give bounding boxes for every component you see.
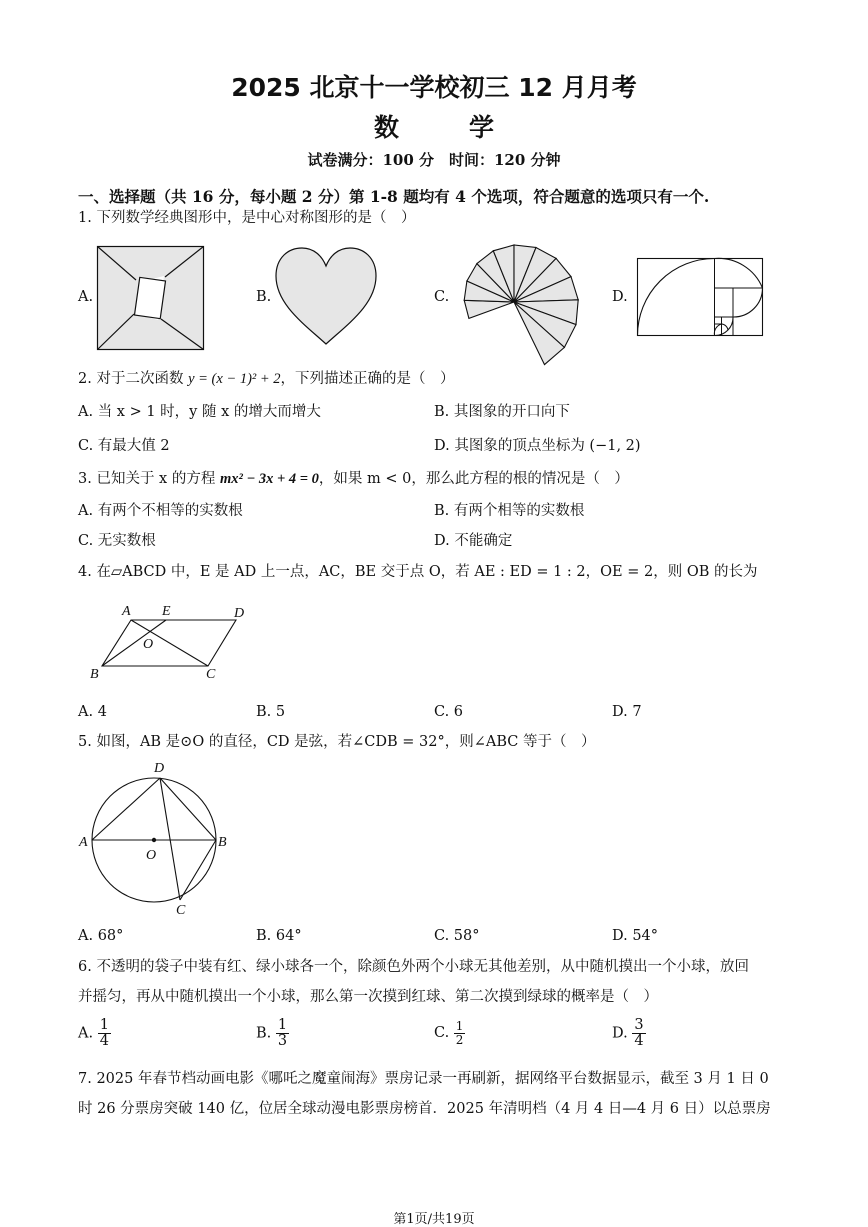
q2-option-a: A. 当 x > 1 时，y 随 x 的增大而增大 <box>78 404 321 420</box>
q1-option-d-label: D. <box>612 289 628 305</box>
question-6-stem-line-1: 6. 不透明的袋子中装有红、绿小球各一个，除颜色外两个小球无其他差别，从中随机摸出一个小球，放回 <box>78 959 749 975</box>
exam-title: 2025 北京十一学校初三 12 月月考 <box>231 73 637 102</box>
golden-spiral-figure <box>637 258 763 336</box>
q4-option-d: D. 7 <box>612 704 642 720</box>
fraction: $\frac{1}{3}$ <box>277 1017 288 1050</box>
vertex-label-d: D <box>234 606 245 621</box>
point-label-c: C <box>176 903 186 918</box>
point-label-a: A <box>79 835 88 850</box>
q2-option-c: C. 有最大值 2 <box>78 438 170 454</box>
q3-formula: mx² − 3x + 4 = 0 <box>219 471 319 487</box>
page-footer: 第1页/共19页 <box>393 1212 475 1227</box>
q3-option-a: A. 有两个不相等的实数根 <box>78 503 243 519</box>
q1-option-b-label: B. <box>256 289 272 305</box>
vertex-label-b: B <box>90 667 99 682</box>
vertex-label-a: A <box>122 604 131 619</box>
question-4-stem: 4. 在▱ABCD 中，E 是 AD 上一点，AC，BE 交于点 O，若 AE : ED = 1 : 2，OE = 2，则 OB 的长为 <box>78 564 758 580</box>
q4-option-b: B. 5 <box>256 704 286 720</box>
q6-option-c: C. $\frac{1}{2}$ <box>434 1019 464 1047</box>
q3-option-b: B. 有两个相等的实数根 <box>434 503 585 519</box>
fraction: $\frac{1}{4}$ <box>99 1017 109 1050</box>
question-3-stem: 3. 已知关于 x 的方程 mx² − 3x + 4 = 0，如果 m < 0，那么此方程的根的情况是（ ） <box>78 471 629 487</box>
vertex-label-e: E <box>162 604 171 619</box>
question-1-stem: 1. 下列数学经典图形中，是中心对称图形的是（ ） <box>78 210 416 226</box>
q1-option-c-label: C. <box>434 289 450 305</box>
q5-option-a: A. 68° <box>78 928 124 944</box>
circle-figure <box>76 760 236 918</box>
q2-option-b: B. 其图象的开口向下 <box>434 404 570 420</box>
question-6-stem-line-2: 并摇匀，再从中随机摸出一个小球，那么第一次摸到红球、第二次摸到绿球的概率是（ ） <box>78 989 658 1005</box>
center-label-o: O <box>146 848 157 863</box>
parallelogram-figure <box>86 600 256 682</box>
q2-formula: y = (x − 1)² + 2 <box>188 371 281 387</box>
subject-char-1: 数 <box>373 113 399 142</box>
section-heading: 一、选择题（共 16 分，每小题 2 分）第 1-8 题均有 4 个选项，符合题意的选项只有一个. <box>78 187 710 206</box>
q1-option-a-label: A. <box>78 289 94 305</box>
exam-info: 试卷满分：100 分 时间：120 分钟 <box>307 151 561 169</box>
question-7-line-1: 7. 2025 年春节档动画电影《哪吒之魔童闹海》票房记录一再刷新，据网络平台数据显示，截至 3 月 1 日 0 <box>78 1071 769 1087</box>
fan-triangle <box>464 300 514 318</box>
fraction: $\frac{1}{2}$ <box>455 1019 464 1047</box>
question-5-stem: 5. 如图，AB 是⊙O 的直径，CD 是弦，若∠CDB = 32°，则∠ABC 等于（ ） <box>78 734 596 750</box>
question-7-line-2: 时 26 分票房突破 140 亿，位居全球动漫电影票房榜首．2025 年清明档（4 月 4 日—4 月 6 日）以总票房 <box>78 1101 771 1117</box>
q6-option-d: D. $\frac{3}{4}$ <box>612 1017 644 1050</box>
q5-option-b: B. 64° <box>256 928 302 944</box>
q3-option-c: C. 无实数根 <box>78 533 156 549</box>
q6-option-a: A. $\frac{1}{4}$ <box>78 1017 109 1050</box>
q4-option-c: C. 6 <box>434 704 464 720</box>
question-2-stem: 2. 对于二次函数 y = (x − 1)² + 2，下列描述正确的是（ ） <box>78 371 455 387</box>
pinwheel-square-figure <box>97 246 204 350</box>
fan-spiral-figure <box>448 236 576 356</box>
point-label-o: O <box>143 637 154 652</box>
q5-option-c: C. 58° <box>434 928 480 944</box>
q5-option-d: D. 54° <box>612 928 659 944</box>
subject-title <box>0 108 868 144</box>
q6-option-b: B. $\frac{1}{3}$ <box>256 1017 288 1050</box>
point-label-b: B <box>218 835 227 850</box>
fraction: $\frac{3}{4}$ <box>634 1017 644 1050</box>
q4-option-a: A. 4 <box>78 704 107 720</box>
point-label-d: D <box>154 761 165 776</box>
heart-figure <box>274 246 378 346</box>
q2-option-d: D. 其图象的顶点坐标为 (−1, 2) <box>434 438 641 454</box>
vertex-label-c: C <box>206 667 216 682</box>
subject-char-2: 学 <box>468 113 494 142</box>
q3-option-d: D. 不能确定 <box>434 533 513 549</box>
